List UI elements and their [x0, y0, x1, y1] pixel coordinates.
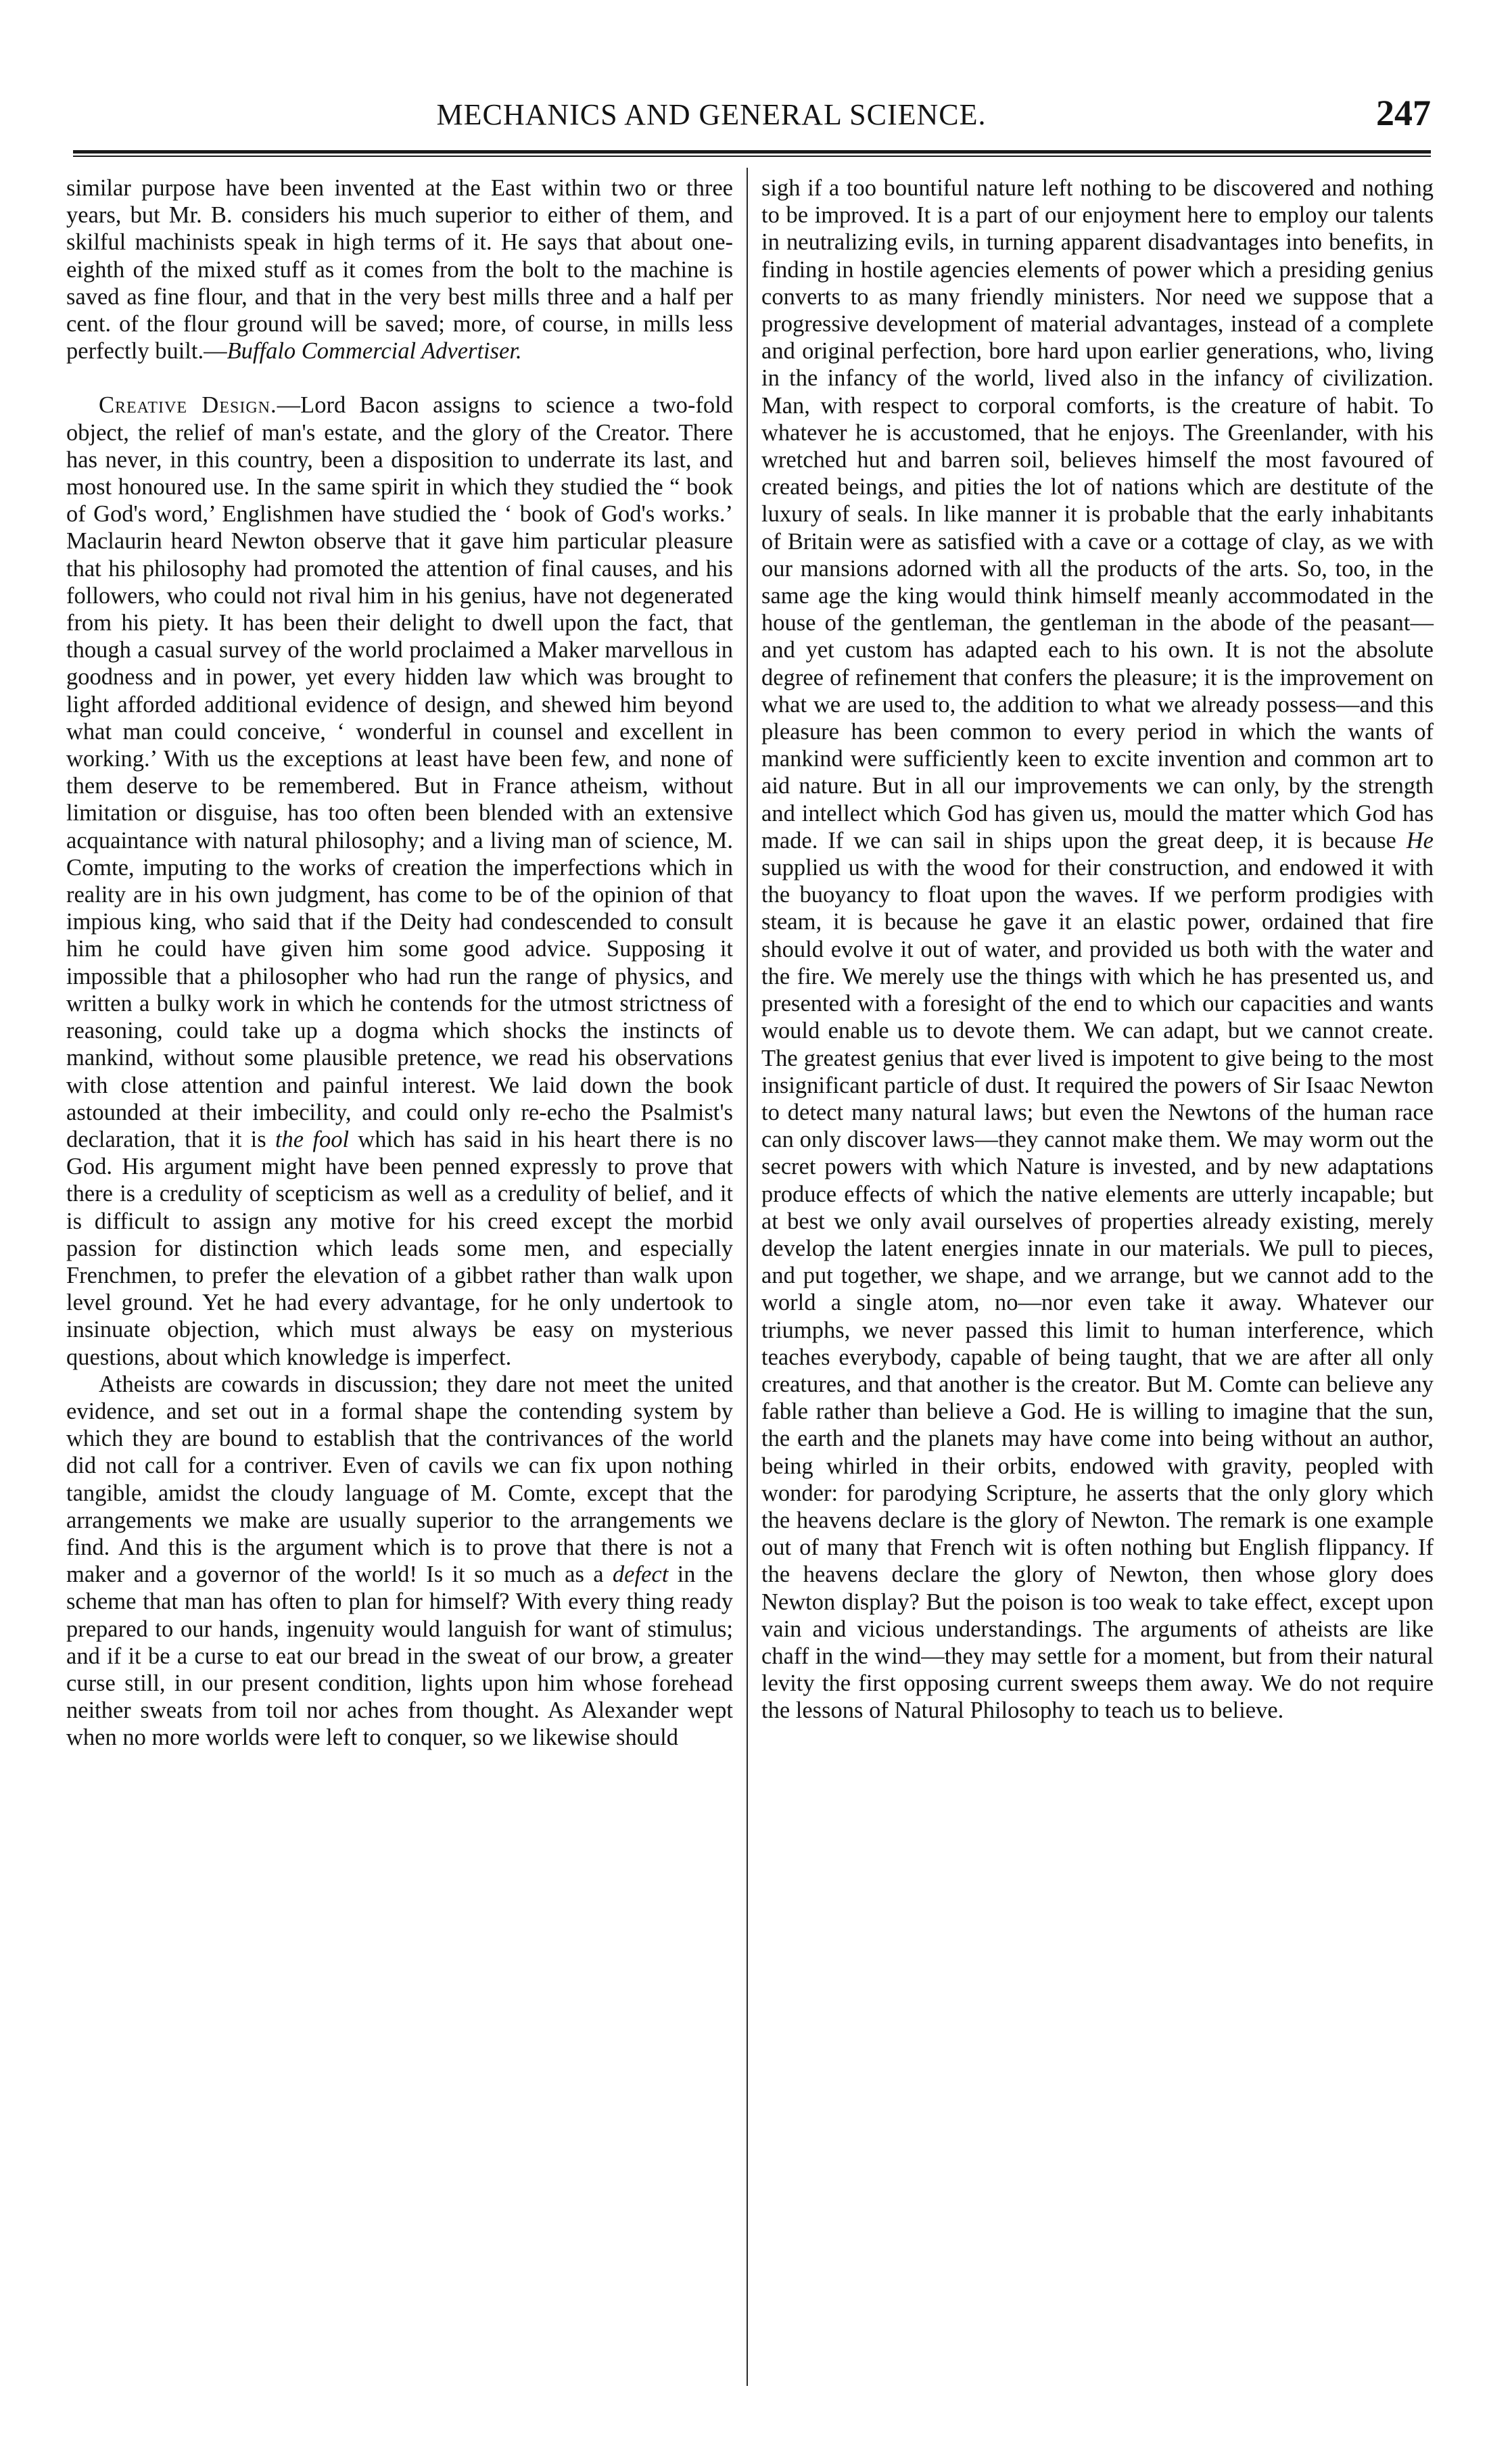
paragraph-text: Atheists are cowards in discussion; they dare not meet the united evidence, and set out in a formal shape the contending system by which they are bound to establish that the contrivances of the world did not call for a contriver. Even of cavils we can fix upon nothing tangible, amidst the cloudy language of M. Comte, except that the arrangements we make are usually superior to the arrangements we find. And this is the argument which is to prove that there is not a maker and a governor of the world! Is it so much as a: [66, 1371, 733, 1588]
column-divider: [747, 168, 748, 2386]
source-citation: Buffalo Commercial Advertiser.: [227, 338, 522, 365]
running-head: MECHANICS AND GENERAL SCIENCE.: [436, 98, 987, 131]
emphasis-text: defect: [612, 1562, 669, 1588]
header-rule: [73, 150, 1431, 154]
right-column: [761, 174, 1434, 1725]
page-number: 247: [1376, 93, 1431, 133]
section-heading: Creative Design.: [99, 392, 277, 419]
emphasis-text: He: [1406, 827, 1434, 853]
paragraph-text: similar purpose have been invented at the East within two or three years, but Mr. B. considers his much superior to either of them, and skilful machinists speak in high terms of it. He says that about one-eighth of the mixed stuff as it comes from the bolt to the machine is saved as fine flour, and that in the very best mills three and a half per cent. of the flour ground will be saved; more, of course, in mills less perfectly built.—: [66, 175, 733, 365]
header-rule-thin: [73, 156, 1431, 157]
left-column: [66, 174, 733, 1752]
page-header: [73, 93, 1431, 141]
paragraph-continued: [761, 174, 1434, 1725]
paragraph-text: —Lord Bacon assigns to science a two-fold object, the relief of man's estate, and the glory of the Creator. There has never, in this country, been a disposition to underrate its last, and most honoured use. In the same spirit in which they studied the “ book of God's word,’ Englishmen have studied the ‘ book of God's works.’ Maclaurin heard Newton observe that it gave him particular pleasure that his philosophy had promoted the attention of final causes, and his followers, who could not rival him in his genius, have not degenerated from his piety. It has been their delight to dwell upon the fact, that though a casual survey of the world proclaimed a Maker marvellous in goodness and in power, yet every hidden law which was brought to light afforded additional evidence of design, and shewed him beyond what man could conceive, ‘ wonderful in counsel and excellent in working.’ With us the exceptions at least have been few, and none of them deserve to be remembered. But in France atheism, without limitation or disguise, has too often been blended with an extensive acquaintance with natural philosophy; and a living man of science, M. Comte, imputing to the works of creation the imperfections which in reality are in his own judgment, has come to be of the opinion of that impious king, who said that if the Deity had condescended to consult him he could have given him some good advice. Supposing it impossible that a philosopher who had run the range of physics, and written a bulky work in which he contends for the utmost strictness of reasoning, could take up a dogma which shocks the instincts of mankind, without some plausible pretence, we read his observations with close attention and painful interest. We laid down the book astounded at their imbecility, and could only re-echo the Psalmist's declaration, that it is: [66, 392, 733, 1152]
paragraph-gap: [66, 365, 733, 392]
paragraph-text: in the scheme that man has often to plan for himself? With every thing ready prepared to our hands, ingenuity would languish for want of stimulus; and if it be a curse to eat our bread in the sweat of our brow, a greater curse still, in our present condition, lights upon him whose forehead neither sweats from toil nor aches from thought. As Alexander wept when no more worlds were left to conquer, so we likewise should: [66, 1562, 733, 1751]
paragraph-mill-machine: [66, 174, 733, 365]
paragraph-text: sigh if a too bountiful nature left nothing to be discovered and nothing to be improved. It is a part of our enjoyment here to employ our talents in neutralizing evils, in turning apparent disadvantages into benefits, in finding in hostile agencies elements of power which a presiding genius converts to as many friendly ministers. Nor need we suppose that a progressive development of material advantages, instead of a complete and original perfection, bore hard upon earlier generations, who, living in the infancy of the world, lived also in the infancy of civilization. Man, with respect to corporal comforts, is the creature of habit. To whatever he is accustomed, that he enjoys. The Greenlander, with his wretched hut and barren soil, believes himself the most favoured of created beings, and pities the lot of nations which are destitute of the luxury of seals. In like manner it is probable that the early inhabitants of Britain were as satisfied with a cave or a cottage of clay, as we with our mansions adorned with all the products of the arts. So, too, in the same age the king would think himself meanly accommodated in the house of the gentleman, the gentleman in the abode of the peasant—and yet custom has adapted each to his own. It is not the absolute degree of refinement that confers the pleasure; it is the improvement on what we are used to, the addition to what we already possess—and this pleasure has been common to every period in which the wants of mankind were sufficiently keen to excite invention and common art to aid nature. But in all our improvements we can only, by the strength and intellect which God has given us, mould the matter which God has made. If we can sail in ships upon the great deep, it is because: [761, 175, 1434, 853]
paragraph-creative-design: [66, 392, 733, 1370]
paragraph-atheists: [66, 1371, 733, 1752]
emphasis-text: the fool: [275, 1126, 350, 1152]
paragraph-text: which has said in his heart there is no God. His argument might have been penned expressly to prove that there is a credulity of scepticism as well as a credulity of belief, and it is difficult to assign any motive for his creed except the morbid passion for distinction which leads some men, and especially Frenchmen, to prefer the elevation of a gibbet rather than walk upon level ground. Yet he had every advantage, for he only undertook to insinuate objection, which must always be easy on mysterious questions, about which knowledge is imperfect.: [66, 1126, 733, 1370]
paragraph-text: supplied us with the wood for their construction, and endowed it with the buoyancy to float upon the waves. If we perform prodigies with steam, it is because he gave it an elastic power, ordained that fire should evolve it out of water, and provided us both with the water and the fire. We merely use the things with which he has presented us, and presented with a foresight of the end to which our capacities and wants would enable us to devote them. We can adapt, but we cannot create. The greatest genius that ever lived is impotent to give being to the most insignificant particle of dust. It required the powers of Sir Isaac Newton to detect many natural laws; but even the Newtons of the human race can only discover laws—they cannot make them. We may worm out the secret powers with which Nature is invested, and by new adaptations produce effects of which the native elements are utterly incapable; but at best we only avail ourselves of properties already existing, merely develop the latent energies innate in our materials. We pull to pieces, and put together, we shape, and we arrange, but we cannot add to the world a single atom, no—nor even take it away. Whatever our triumphs, we never passed this limit to human interference, which teaches everybody, capable of being taught, that we are after all only creatures, and that another is the creator. But M. Comte can believe any fable rather than believe a God. He is willing to imagine that the sun, the earth and the planets may have come into being without an author, being whirled in their orbits, endowed with gravity, peopled with wonder: for parodying Scripture, he asserts that the only glory which the heavens declare is the glory of Newton. The remark is one example out of many that French wit is often nothing but English flippancy. If the heavens declare the glory of Newton, then whose glory does Newton display? But the poison is too weak to take effect, except upon vain and vicious understandings. The arguments of atheists are like chaff in the wind—they may settle for a moment, but from their natural levity the first opposing current sweeps them away. We do not require the lessons of Natural Philosophy to teach us to believe.: [761, 855, 1434, 1724]
